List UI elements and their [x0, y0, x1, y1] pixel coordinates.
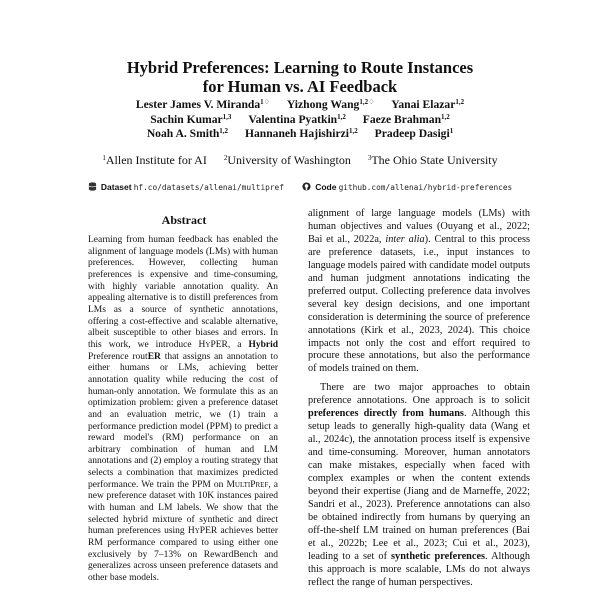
affiliation: $^3$The Ohio State University	[367, 153, 498, 167]
author: Sachin Kumar$^{1,3}$	[150, 112, 232, 126]
abstract-paragraph: Learning from human feedback has enabled the alignment of language models (LMs) with human preferences. However, collecting human preferences is expensive and time-consuming, with highly variable annotation quality. An appealing alternative is to distill preferences from LMs as a source of synthetic annotations, offering a cost-effective and scalable alternative, albeit susceptible to other biases and errors. In this work, we introduce HyPER, a Hybrid Preference routER that assigns an annotation to either humans or LMs, achieving better annotation quality while reducing the cost of human-only annotation. We formulate this as an optimization problem: given a preference dataset and an evaluation metric, we (1) train a performance prediction model (PPM) to predict a reward model's (RM) performance on an arbitrary combination of human and LM annotations and (2) employ a routing strategy that selects a combination that maximizes predicted performance. We train the PPM on MultiPref, a new preference dataset with 10K instances paired with human and LM labels. We show that the selected hybrid mixture of synthetic and direct human preferences using HyPER achieves better RM performance compared to using either one exclusively by 7–13% on RewardBench and generalizes across unseen preference datasets and other base models.	[88, 235, 279, 584]
author: Faeze Brahman$^{1,2}$	[362, 112, 450, 126]
author: Yizhong Wang$^{1,2♢}$	[286, 98, 375, 111]
code-link[interactable]: Code github.com/allenai/hybrid-preferences	[302, 182, 512, 192]
affiliations	[0, 153, 600, 168]
abstract-body	[88, 235, 278, 585]
author: Pradeep Dasigi$^1$	[374, 127, 454, 140]
author-list	[0, 98, 600, 142]
intro-column	[308, 208, 530, 596]
author: Hannaneh Hajishirzi$^{1,2}$	[244, 127, 358, 140]
author: Yanai Elazar$^{1,2}$	[391, 98, 465, 111]
database-icon	[88, 182, 97, 191]
author: Noah A. Smith$^{1,2}$	[146, 127, 229, 140]
title-line-1: Hybrid Preferences: Learning to Route Instances	[126, 58, 474, 77]
intro-paragraph-2: There are two major approaches to obtain preference annotations. One approach is to solicit preferences directly from humans. Although this setup leads to generally high-quality data (Wang et al., 2024c), the annotation process itself is expensive and time-consuming. Moreover, human annotators can make mistakes, especially when faced with complex examples or when the content extends beyond their expertise (Jiang and de Marneffe, 2022; Sandri et al., 2023). Preference annotations can also be obtained indirectly from humans by querying an off-the-shelf LM trained on human preferences (Bai et al., 2022b; Lee et al., 2023; Cui et al., 2023), leading to a set of synthetic preferences. Although this approach is more scalable, LMs do not always reflect the range of human perspectives.	[308, 382, 531, 588]
affiliation: $^1$Allen Institute for AI	[102, 153, 207, 167]
author-row-1	[0, 98, 600, 113]
title-line-2: for Human vs. AI Feedback	[202, 77, 398, 96]
author: Lester James V. Miranda$^{1♢}$	[135, 98, 270, 111]
github-icon	[302, 182, 311, 191]
dataset-link[interactable]: Dataset hf.co/datasets/allenai/multipref	[88, 182, 286, 192]
author: Valentina Pyatkin$^{1,2}$	[248, 112, 346, 126]
affiliation: $^2$University of Washington	[223, 153, 351, 167]
paper-title	[0, 58, 600, 96]
author-row-2	[0, 113, 600, 128]
intro-paragraph-1: alignment of large language models (LMs) with human objectives and values (Ouyang et al., 2022; Bai et al., 2022a, inter alia). Central to this process are preference datasets, i.e., input instances to language models paired with candidate model outputs and human judgment annotations indicating the preferred output. Collecting preference data involves several key design decisions, and one important consideration is determining the source of preference annotations (Kirk et al., 2023, 2024). This choice impacts not only the cost and effort required to procure these annotations, but also the performance of models trained on them.	[308, 208, 531, 375]
abstract-heading: Abstract	[161, 213, 207, 227]
resource-links	[0, 182, 600, 192]
author-row-3	[0, 127, 600, 142]
